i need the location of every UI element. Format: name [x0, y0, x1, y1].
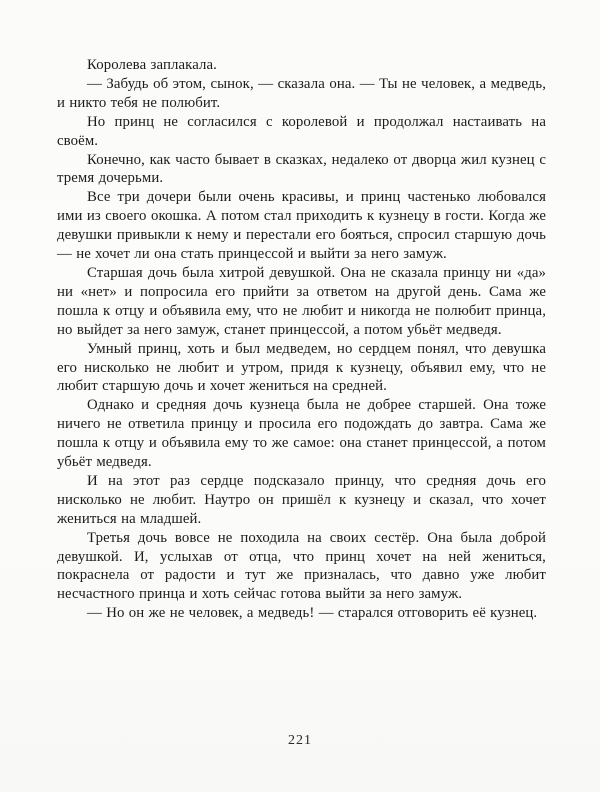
paragraph: Однако и средняя дочь кузнеца была не добрее старшей. Она тоже ничего не ответила принцу и просила его подождать до завтра. Сама же пошла к отцу и объявила ему то же самое: она станет принцессой, а потом убьёт медведя.: [57, 397, 546, 471]
page-text-block: [57, 56, 546, 623]
paragraph: Королева заплакала.: [87, 57, 217, 73]
paragraph: Третья дочь вовсе не походила на своих сестёр. Она была доброй девушкой. И, услыхав от отца, что принц хочет на ней жениться, покраснела от радости и тут же призналась, что давно уже любит несчастного принца и хоть сейчас готова выйти за него замуж.: [57, 529, 546, 603]
paragraph: И на этот раз сердце подсказало принцу, что средняя дочь его нисколько не любит. Наутро он пришёл к кузнецу и сказал, что хочет жениться на младшей.: [57, 472, 546, 527]
paragraph: Но принц не согласился с королевой и продолжал настаивать на своём.: [57, 113, 546, 149]
paragraph: Умный принц, хоть и был медведем, но сердцем понял, что девушка его нисколько не любит и утром, придя к кузнецу, объявил ему, что не любит старшую дочь и хочет жениться на средней.: [57, 340, 546, 395]
paragraph: Старшая дочь была хитрой девушкой. Она не сказала принцу ни «да» ни «нет» и попросила его прийти за ответом на другой день. Сама же пошла к отцу и объявила ему, что не любит и никогда не полюбит принца, но выйдет за него замуж, станет принцессой, а потом убьёт медведя.: [57, 264, 546, 338]
page-number: 221: [288, 733, 312, 748]
paragraph: — Но он же не человек, а медведь! — старался отговорить её кузнец.: [87, 605, 538, 622]
paragraph: Все три дочери были очень красивы, и принц частенько любовался ими из своего окошка. А потом стал приходить к кузнецу в гости. Когда же девушки привыкли к нему и перестали его бояться, спросил старшую дочь — не хочет ли она стать принцессой и выйти за него замуж.: [57, 189, 546, 263]
paragraph: — Забудь об этом, сынок, — сказала она. — Ты не человек, а медведь, и никто тебя не полюбит.: [57, 75, 546, 111]
paragraph: Конечно, как часто бывает в сказках, недалеко от дворца жил кузнец с тремя дочерьми.: [57, 151, 546, 187]
